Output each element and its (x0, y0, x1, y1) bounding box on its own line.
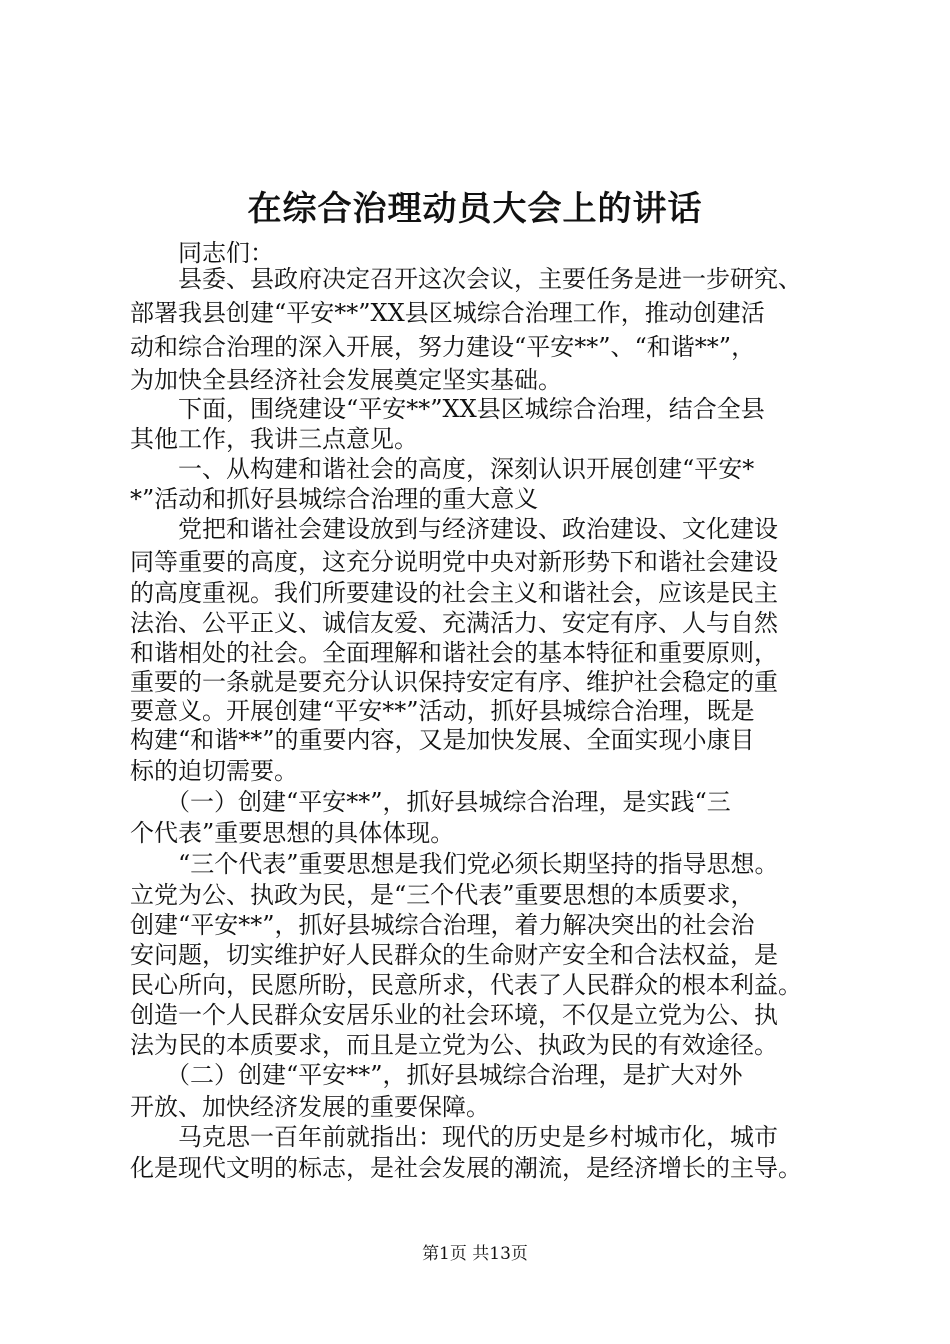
body-line: 化是现代文明的标志，是社会发展的潮流，是经济增长的主导。 (130, 1154, 802, 1182)
body-line: 创造一个人民群众安居乐业的社会环境，不仅是立党为公、执 (130, 1001, 778, 1029)
body-line: 民心所向，民愿所盼，民意所求，代表了人民群众的根本利益。 (130, 971, 802, 999)
body-line: 立党为公、执政为民，是“三个代表”重要思想的本质要求， (130, 881, 755, 909)
body-line: 创建“平安**”，抓好县城综合治理，着力解决突出的社会治 (130, 911, 755, 939)
body-line: 县委、县政府决定召开这次会议，主要任务是进一步研究、 (130, 265, 802, 293)
body-line: 的高度重视。我们所要建设的社会主义和谐社会，应该是民主 (130, 579, 778, 607)
body-line: 和谐相处的社会。全面理解和谐社会的基本特征和重要原则， (130, 639, 778, 667)
body-line: 动和综合治理的深入开展，努力建设“平安**”、“和谐**”， (130, 333, 756, 361)
body-line: 同志们： (130, 239, 274, 267)
body-line: 法为民的本质要求，而且是立党为公、执政为民的有效途径。 (130, 1031, 778, 1059)
body-line: （一）创建“平安**”，抓好县城综合治理，是实践“三 (130, 788, 731, 816)
body-line: 为加快全县经济社会发展奠定坚实基础。 (130, 366, 562, 394)
page-number: 第1页 共13页 (422, 1244, 528, 1264)
body-line: 构建“和谐**”的重要内容，又是加快发展、全面实现小康目 (130, 726, 755, 754)
body-line: 党把和谐社会建设放到与经济建设、政治建设、文化建设 (130, 515, 778, 543)
body-line: *”活动和抓好县城综合治理的重大意义 (130, 485, 539, 513)
body-line: 马克思一百年前就指出：现代的历史是乡村城市化，城市 (130, 1123, 778, 1151)
body-line: 法治、公平正义、诚信友爱、充满活力、安定有序、人与自然 (130, 609, 778, 637)
body-line: 下面，围绕建设“平安**”XX县区城综合治理，结合全县 (130, 395, 765, 423)
body-line: 同等重要的高度，这充分说明党中央对新形势下和谐社会建设 (130, 548, 778, 576)
body-line: “三个代表”重要思想是我们党必须长期坚持的指导思想。 (130, 850, 779, 878)
body-line: 重要的一条就是要充分认识保持安定有序、维护社会稳定的重 (130, 668, 778, 696)
document-title: 在综合治理动员大会上的讲话 (247, 189, 703, 229)
body-line: 开放、加快经济发展的重要保障。 (130, 1093, 490, 1121)
body-line: （二）创建“平安**”，抓好县城综合治理，是扩大对外 (130, 1061, 743, 1089)
body-line: 其他工作，我讲三点意见。 (130, 425, 418, 453)
body-line: 个代表”重要思想的具体体现。 (130, 819, 455, 847)
body-line: 标的迫切需要。 (130, 757, 298, 785)
body-line: 部署我县创建“平安**”XX县区城综合治理工作，推动创建活 (130, 299, 765, 327)
body-line: 一、从构建和谐社会的高度，深刻认识开展创建“平安* (130, 455, 755, 483)
body-line: 安问题，切实维护好人民群众的生命财产安全和合法权益，是 (130, 941, 778, 969)
body-line: 要意义。开展创建“平安**”活动，抓好县城综合治理，既是 (130, 697, 755, 725)
